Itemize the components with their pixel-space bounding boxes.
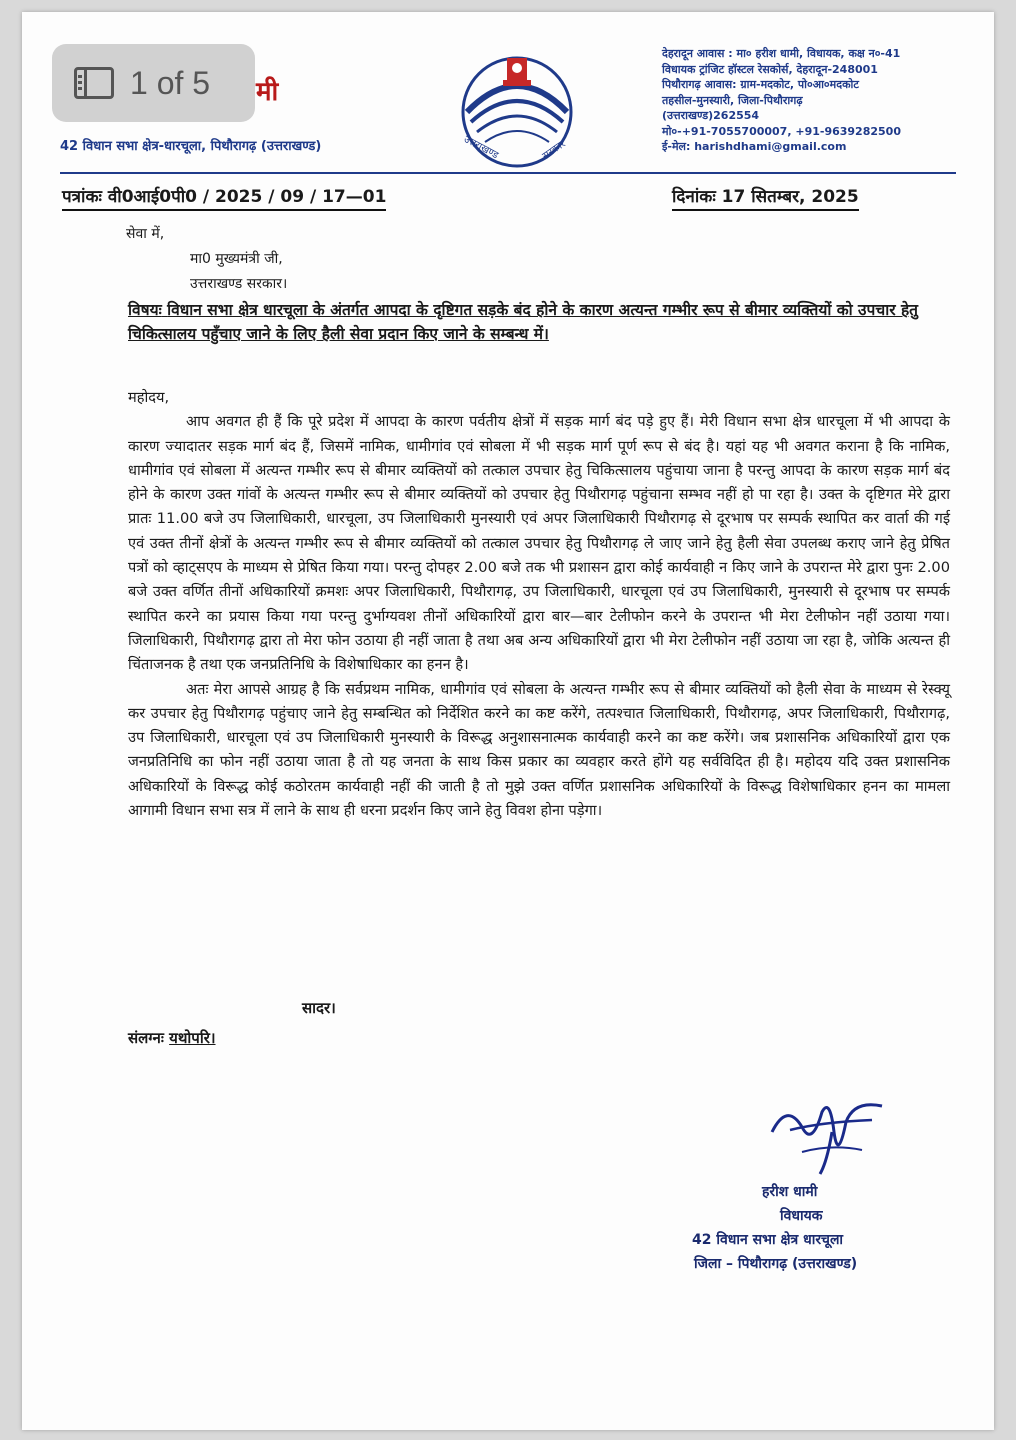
addressee-line: सेवा में, (126, 226, 165, 242)
emblem-text-right: सरकार (540, 138, 568, 163)
reference-number: पत्रांकः वी0आई0पी0 / 2025 / 09 / 17—01 (62, 184, 386, 211)
letter-body (128, 386, 950, 823)
address-line: मो०-+91-7055700007, +91-9639282500 (662, 124, 901, 138)
address-line: (उत्तराखण्ड)262554 (662, 109, 760, 122)
letter-date: दिनांकः 17 सितम्बर, 2025 (672, 184, 859, 211)
address-line: पिथौरागढ़ आवास: ग्राम-मदकोट, पो०आ०मदकोट (662, 78, 859, 91)
signature-icon (762, 1092, 892, 1182)
address-line: तहसील-मुनस्यारी, जिला-पिथौरागढ़ (662, 93, 803, 107)
body-paragraph: अतः मेरा आपसे आग्रह है कि सर्वप्रथम नामिक, धामीगांव एवं सोबला के अत्यन्त गम्भीर रूप से बीमार व्यक्तियों को हैली सेवा के माध्यम से रेस्क्यू कर उपचार हेतु पिथौरागढ़ पहुंचाए जाने हेतु सम्बन्धित को निर्देशित करने का कष्ट करेंगे, तत्पश्चात जिलाधिकारी, पिथौरागढ़, अपर जिलाधिकारी, पिथौरागढ़, उप जिलाधिकारी, धारचूला एवं उप जिलाधिकारी मुनस्यारी के विरूद्ध अनुशासनात्मक कार्यवाही करने का कष्ट करेंगे। जब प्रशासनिक अधिकारियों द्वारा एक जनप्रतिनिधि का फोन नहीं उठाया जाता है तो यह जनता के साथ किस प्रकार का व्यवहार करते होंगे यह सर्वविदित ही है। महोदय यदि उक्त प्रशासनिक अधिकारियों के विरूद्ध कोई कठोरतम कार्यवाही नहीं की जाती है तो मुझे उक्त वर्णित प्रशासनिक अधिकारियों के विरूद्ध विशेषाधिकार हनन का मामला आगामी विधान सभा सत्र में लाने के साथ ही धरना प्रदर्शन किए जाने हेतु विवश होना पड़ेगा। (128, 680, 950, 820)
letterhead-divider (60, 172, 956, 174)
subject-label: विषयः (128, 301, 162, 319)
enclosure-value: यथोपरि। (169, 1029, 216, 1047)
enclosure-label: संलग्नः (128, 1029, 164, 1047)
uttarakhand-emblem-icon (437, 50, 597, 170)
signature-block (692, 1180, 952, 1276)
letterhead-constituency: 42 विधान सभा क्षेत्र-धारचूला, पिथौरागढ़ (उत्तराखण्ड) (60, 139, 322, 154)
pages-icon (74, 67, 114, 99)
signatory-designation: विधायक (780, 1208, 823, 1224)
addressee-line: मा0 मुख्यमंत्री जी, (190, 251, 283, 267)
enclosure (128, 1028, 216, 1048)
closing: सादर। (302, 999, 336, 1017)
signatory-constituency: 42 विधान सभा क्षेत्र धारचूला (692, 1232, 844, 1248)
letterhead-name: मी (256, 77, 279, 107)
body-paragraph: आप अवगत ही हैं कि पूरे प्रदेश में आपदा के कारण पर्वतीय क्षेत्रों में सड़क मार्ग बंद पड़े हुए हैं। मेरी विधान सभा क्षेत्र धारचूला में भी आपदा के कारण ज्यादातर सड़क मार्ग बंद हैं, जिसमें नामिक, धामीगांव एवं सोबला में भी सड़क मार्ग पूर्ण रूप से बंद है। यहां यह भी अवगत कराना है कि नामिक, धामीगांव एवं सोबला में अत्यन्त गम्भीर रूप से बीमार व्यक्तियों को तत्काल उपचार हेतु चिकित्सालय पहुंचाया जाना है परन्तु आपदा के कारण सड़क मार्ग बंद होने के कारण उक्त गांवों के अत्यन्त गम्भीर रूप से बीमार व्यक्तियों को उपचार हेतु पिथौरागढ़ पहुंचाना सम्भव नहीं हो पा रहा है। उक्त के दृष्टिगत मेरे द्वारा प्रातः 11.00 बजे उप जिलाधिकारी, धारचूला, उप जिलाधिकारी मुनस्यारी एवं अपर जिलाधिकारी पिथौरागढ़ से दूरभाष पर सम्पर्क स्थापित कर वार्ता की गई एवं उक्त तीनों क्षेत्रों के अत्यन्त गम्भीर रूप से बीमार व्यक्तियों को तत्काल उपचार हेतु पिथौरागढ़ ले जाए जाने हेतु हैली सेवा उपलब्ध कराए जाने हेतु प्रेषित पत्रों को व्हाट्सएप के माध्यम से प्रेषित किया गया। परन्तु दोपहर 2.00 बजे तक भी प्रशासन द्वारा कोई कार्यवाही न किए जाने के उपरान्त मेरे द्वारा पुनः 2.00 बजे उक्त वर्णित तीनों अधिकारियों क्रमशः अपर जिलाधिकारी, पिथौरागढ़, उप जिलाधिकारी, धारचूला एवं उप जिलाधिकारी, मुनस्यारी से दूरभाष पर सम्पर्क स्थापित करने का प्रयास किया गया परन्तु दुर्भाग्यवश तीनों अधिकारियों द्वारा बार—बार टेलीफोन करने के उपरान्त भी मेरा टेलीफोन नहीं उठाया गया। जिलाधिकारी, पिथौरागढ़ द्वारा तो मेरा फोन उठाया ही नहीं जाता है तथा अब अन्य अधिकारियों द्वारा भी मेरा टेलीफोन नहीं उठाया जा रहा है, जोकि अत्यन्त ही चिंताजनक है तथा एक जनप्रतिनिधि के विशेषाधिकार का हनन है। (128, 413, 950, 674)
signatory-district: जिला – पिथौरागढ़ (उत्तराखण्ड) (694, 1256, 858, 1272)
letter-page (22, 12, 994, 1430)
signatory-name: हरीश धामी (762, 1184, 818, 1200)
subject-text: विधान सभा क्षेत्र धारचूला के अंतर्गत आपदा के दृष्टिगत सड़के बंद होने के कारण अत्यन्त गम्भीर रूप से बीमार व्यक्तियों को उपचार हेतु चिकित्सालय पहुँचाए जाने के लिए हैली सेवा प्रदान किए जाने के सम्बन्ध में। (128, 301, 919, 343)
letterhead-address (662, 46, 992, 155)
greeting: महोदय, (128, 389, 170, 406)
page-indicator-text: 1 of 5 (130, 64, 211, 101)
emblem-text-left: उत्तराखण्ड (461, 134, 500, 162)
address-line: ई-मेल: harishdhami@gmail.com (662, 140, 847, 153)
addressee-line: उत्तराखण्ड सरकार। (190, 276, 288, 292)
subject-line (128, 298, 958, 346)
page-indicator[interactable] (52, 44, 255, 122)
address-line: विधायक ट्रांजिट हॉस्टल रेसकोर्स, देहरादून-248001 (662, 62, 878, 76)
addressee-block (126, 222, 287, 297)
address-line: देहरादून आवास : मा० हरीश धामी, विधायक, कक्ष न०-41 (662, 47, 901, 60)
